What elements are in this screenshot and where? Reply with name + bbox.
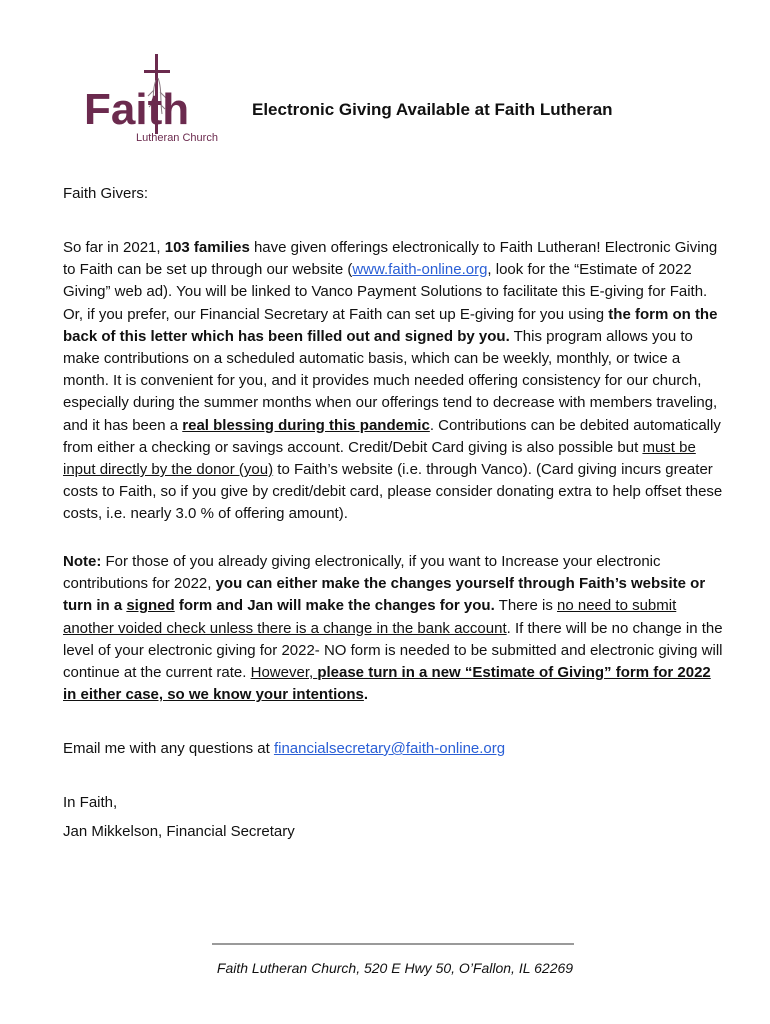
text-run: There is (494, 597, 558, 615)
logo-subtitle: Lutheran Church (136, 132, 218, 144)
footer-address: Faith Lutheran Church, 520 E Hwy 50, O’Fallon, IL 62269 (216, 960, 574, 976)
underline-run: no need to submit another voided check unless there is a change in the bank account (63, 597, 677, 637)
underline-run: must be input directly by the donor (you) (63, 438, 696, 479)
footer-divider (212, 943, 574, 945)
paragraph-2 (63, 551, 723, 706)
page-title: Electronic Giving Available at Faith Lutheran (252, 100, 613, 119)
families-count: 103 families (164, 239, 250, 256)
text-run: have given offerings electronically to Faith Lutheran! Electronic Giving to Faith can be set up through our website ( (63, 239, 718, 279)
paragraph-1 (63, 237, 723, 526)
text-run: . If there will be no change in the level of your electronic giving for 2022- NO form is needed to be submitted and electronic giving will continue at the current rate. (63, 619, 723, 682)
signer: Jan Mikkelson, Financial Secretary (63, 823, 295, 840)
text-run: . (363, 686, 369, 704)
bold-run: the form on the back of this letter which has been filled out and signed by you. (63, 305, 718, 345)
text-run: So far in 2021, (63, 239, 165, 256)
bold-underline-run: real blessing during this pandemic (182, 416, 430, 434)
website-link[interactable]: www.faith-online.org (352, 261, 488, 279)
email-line (63, 738, 723, 760)
greeting: Faith Givers: (63, 185, 149, 202)
underline-run: However, (250, 664, 318, 682)
text-run: . Contributions can be debited automatically from either a checking or savings account. Credit/Debit Card giving is also possible but (63, 416, 721, 456)
faith-lutheran-logo (82, 50, 232, 150)
svg-text:Faith: Faith (84, 85, 190, 134)
bold-run: form and Jan will make the changes for you. (174, 597, 495, 615)
text-run: to Faith’s website (i.e. through Vanco). (Card giving incurs greater costs to Faith, so if you give by credit/debit card, please consider donating extra to help offset these costs, i.e. nearly 3.0 % of offering amount). (63, 461, 723, 523)
text-run: This program allows you to make contributions on a scheduled automatic basis, which can be weekly, monthly, or twice a month. It is convenient for you, and it provides much needed offering consistency for our church, especially during the summer months when our offerings tend to decrease with members traveling, and it has been a (63, 327, 718, 434)
bold-underline-run: please turn in a new “Estimate of Giving” form for 2022 in either case, so we know your intentions (63, 664, 711, 704)
text-run: For those of you already giving electronically, if you want to Increase your electronic contributions for 2022, (63, 553, 661, 593)
text-run: , look for the “Estimate of 2022 Giving” web ad). You will be linked to Vanco Payment Solutions to facilitate this E-giving for Faith. Or, if you prefer, our Financial Secretary at Faith can set up E-giving for you using (63, 261, 708, 323)
bold-run: you can either make the changes yourself through Faith’s website or turn in a (63, 575, 706, 615)
note-label: Note: (63, 553, 102, 570)
bold-underline-run: signed (126, 597, 175, 615)
closing: In Faith, (63, 794, 118, 811)
email-link[interactable]: financialsecretary@faith-online.org (273, 740, 506, 757)
email-prompt: Email me with any questions at (63, 740, 274, 757)
